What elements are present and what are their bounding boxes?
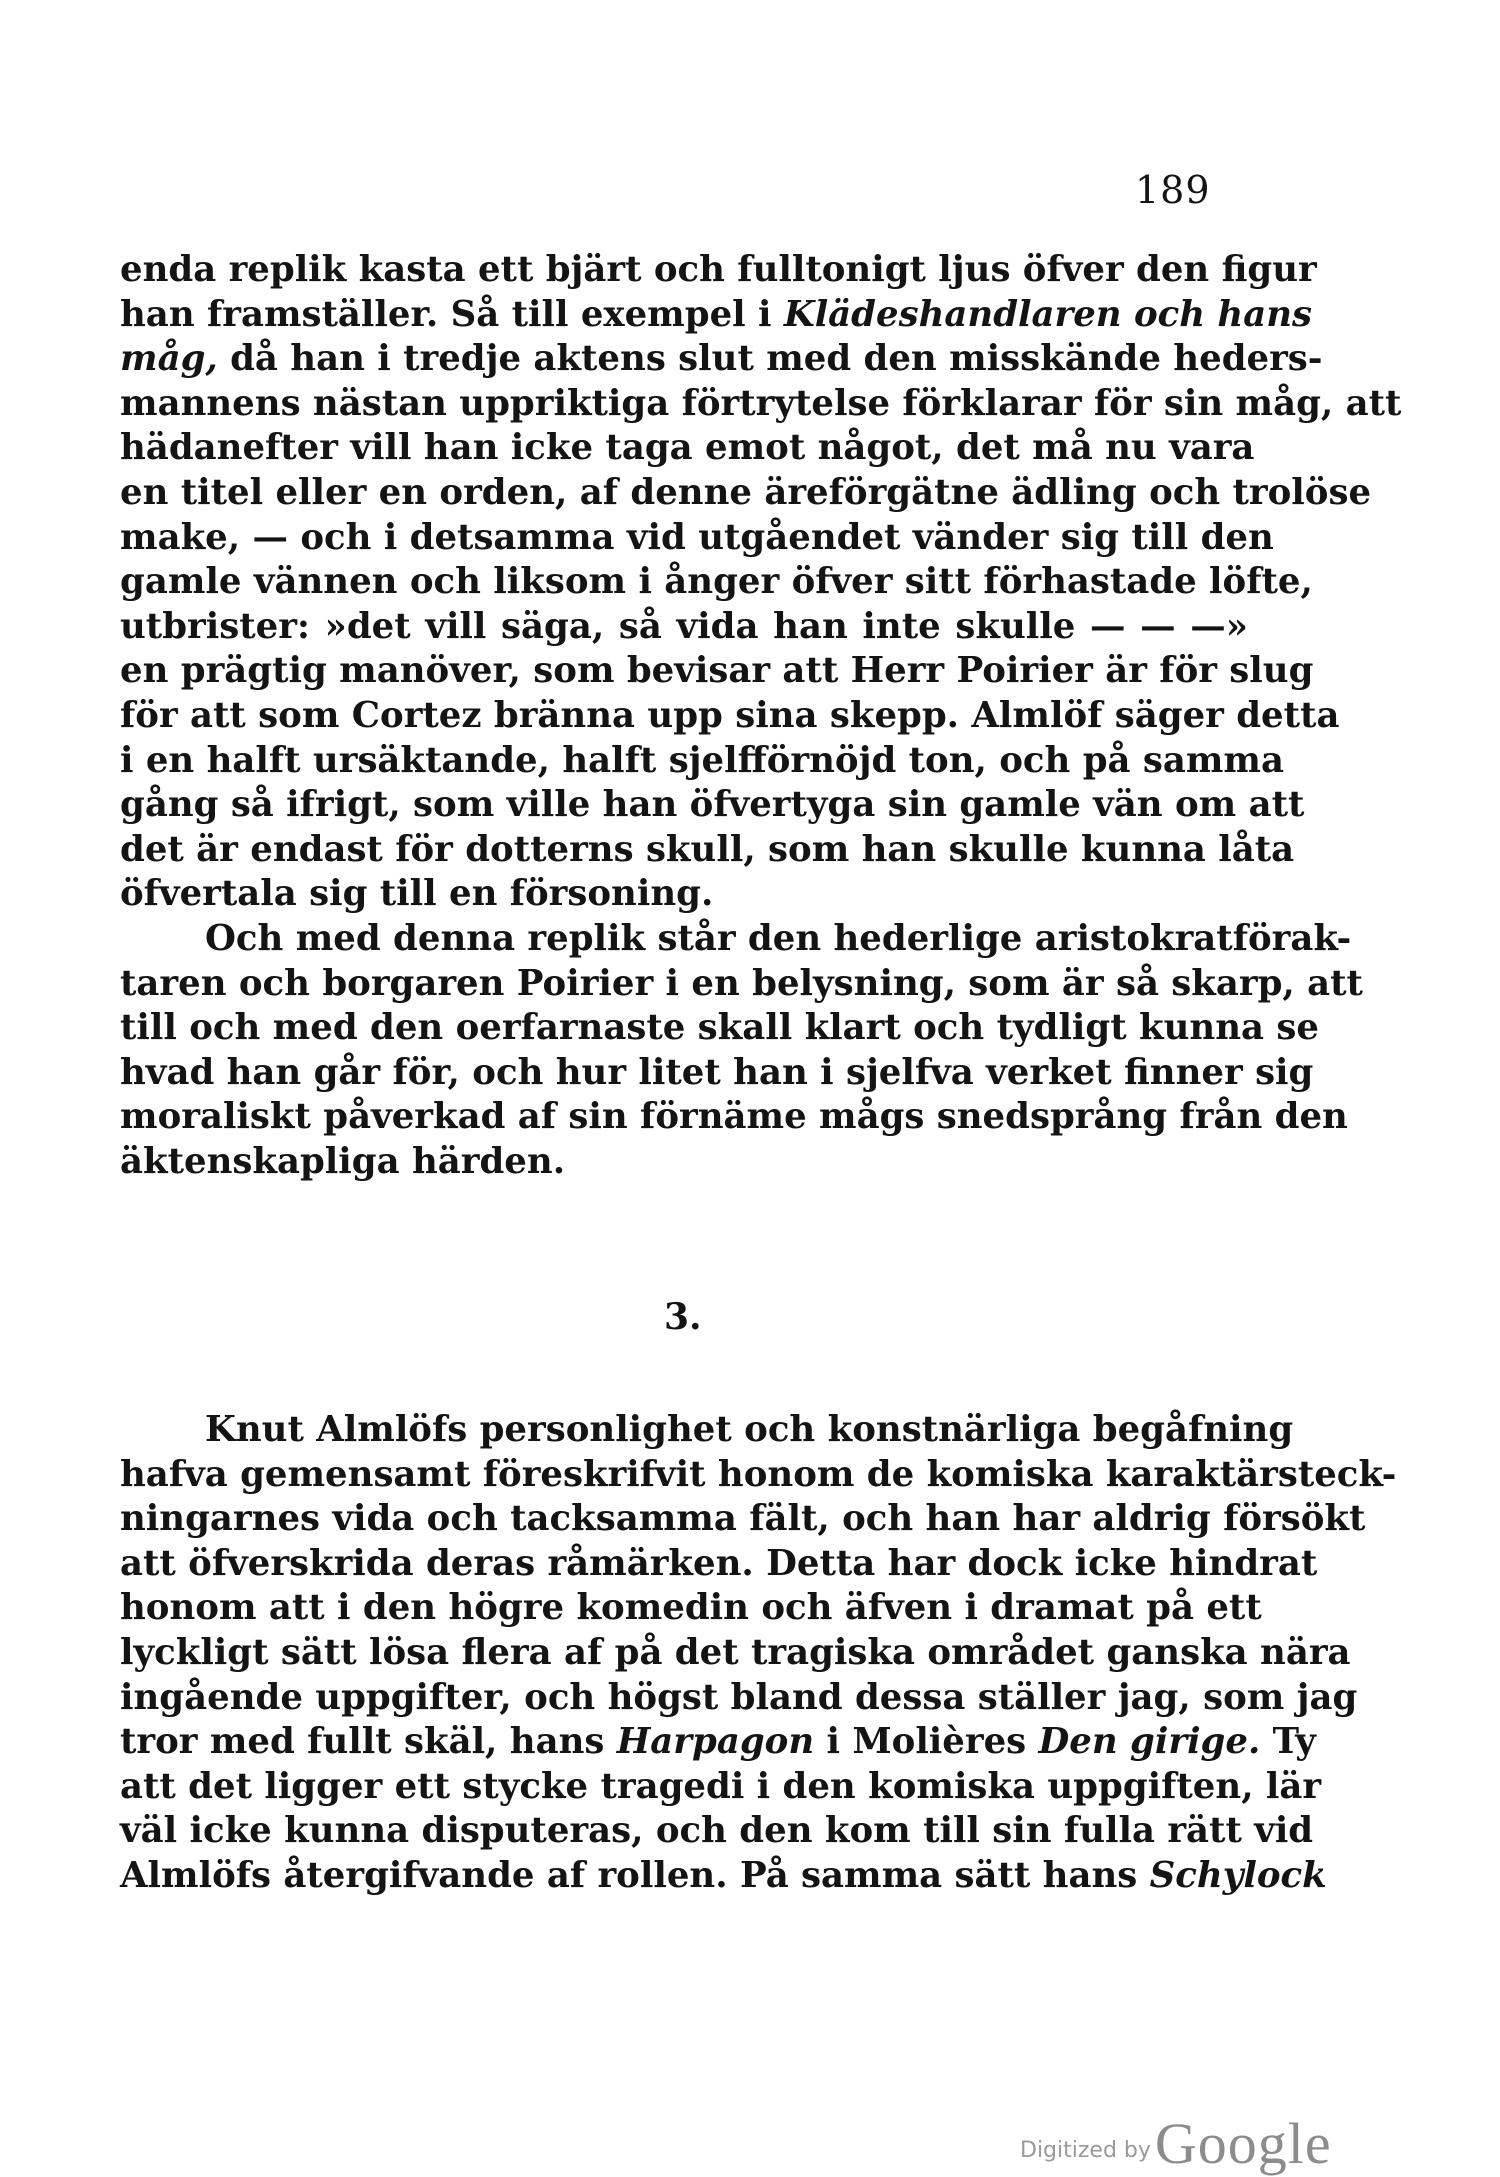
digitized-by-google-watermark xyxy=(1020,2110,1332,2177)
text-line: mannens nästan uppriktiga förtrytelse förklarar för sin måg, att xyxy=(120,382,1402,424)
google-logo: Google xyxy=(1154,2111,1332,2176)
text-line: hafva gemensamt föreskrifvit honom de komiska karaktärsteck- xyxy=(120,1453,1397,1495)
text-line: lyckligt sätt lösa flera af på det tragiska området ganska nära xyxy=(120,1631,1351,1673)
text-line: gamle vännen och liksom i ånger öfver sitt förhastade löfte, xyxy=(120,561,1313,603)
section-number: 3. xyxy=(664,1296,702,1338)
text-line: hvad han går för, och hur litet han i sjelfva verket finner sig xyxy=(120,1051,1314,1093)
text-line: Knut Almlöfs personlighet och konstnärliga begåfning xyxy=(205,1409,1294,1450)
text-line: Och med denna replik står den hederlige aristokratförak- xyxy=(205,917,1352,959)
watermark-prefix: Digitized by xyxy=(1020,2138,1151,2163)
text-line: Almlöfs återgifvande af rollen. På samma sätt hans Schylock xyxy=(120,1854,1327,1896)
page-number: 189 xyxy=(1135,168,1211,212)
text-line: gång så ifrigt, som ville han öfvertyga sin gamle vän om att xyxy=(120,784,1305,826)
text-line: ingående uppgifter, och högst bland dessa ställer jag, som jag xyxy=(120,1676,1358,1718)
text-line: han framställer. Så till exempel i Klädeshandlaren och hans xyxy=(120,293,1313,335)
text-line: väl icke kunna disputeras, och den kom till sin fulla rätt vid xyxy=(120,1810,1314,1852)
text-line: make, — och i detsamma vid utgåendet vänder sig till den xyxy=(120,516,1274,558)
text-line: att det ligger ett stycke tragedi i den komiska uppgiften, lär xyxy=(120,1765,1322,1807)
text-line: honom att i den högre komedin och äfven i dramat på ett xyxy=(120,1587,1262,1629)
text-line: tror med fullt skäl, hans Harpagon i Molières Den girige. Ty xyxy=(120,1721,1316,1763)
text-line: det är endast för dotterns skull, som han skulle kunna låta xyxy=(120,828,1295,870)
text-line: en prägtig manöver, som bevisar att Herr Poirier är för slug xyxy=(120,650,1314,692)
text-line: ningarnes vida och tacksamma fält, och han har aldrig försökt xyxy=(120,1498,1366,1540)
text-line: äktenskapliga härden. xyxy=(120,1140,566,1182)
text-line: enda replik kasta ett bjärt och fulltonigt ljus öfver den figur xyxy=(120,249,1317,290)
text-line: till och med den oerfarnaste skall klart och tydligt kunna se xyxy=(120,1007,1319,1049)
paragraph-block-1 xyxy=(120,248,1402,1184)
text-line: en titel eller en orden, af denne äreförgätne ädling och trolöse xyxy=(120,471,1372,513)
text-line: utbrister: »det vill säga, så vida han inte skulle — — —» xyxy=(120,605,1248,647)
text-line: måg, då han i tredje aktens slut med den misskände heders- xyxy=(120,338,1323,380)
text-line: för att som Cortez bränna upp sina skepp. Almlöf säger detta xyxy=(120,694,1340,736)
text-line: moraliskt påverkad af sin förnäme mågs snedsprång från den xyxy=(120,1096,1348,1138)
text-line: öfvertala sig till en försoning. xyxy=(120,873,714,915)
text-line: att öfverskrida deras råmärken. Detta har dock icke hindrat xyxy=(120,1542,1318,1584)
text-line: i en halft ursäktande, halft sjelfförnöjd ton, och på samma xyxy=(120,739,1284,781)
text-line: hädanefter vill han icke taga emot något, det må nu vara xyxy=(120,427,1255,469)
paragraph-block-2 xyxy=(120,1408,1397,1899)
text-line: taren och borgaren Poirier i en belysning, som är så skarp, att xyxy=(120,962,1363,1004)
